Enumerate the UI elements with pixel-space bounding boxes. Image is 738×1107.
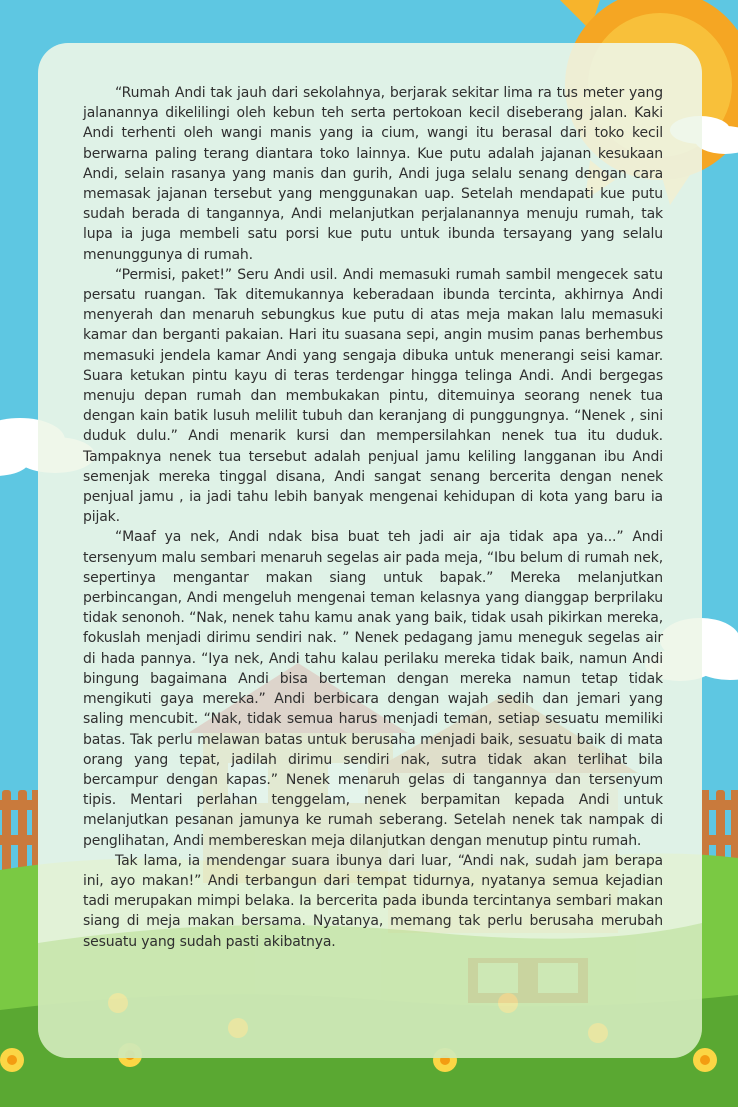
story-paragraph: “Maaf ya nek, Andi ndak bisa buat teh jadi air aja tidak apa ya...” Andi tersenyum malu sembari menaruh segelas air pada meja, “Ibu belum di rumah nek, sepertinya mengantar makan siang untuk bapak.” Mereka melanjutkan perbincangan, Andi mengeluh mengenai teman kelasnya yang dianggap berprilaku tidak senonoh. “Nak, nenek tahu kamu anak yang baik, tidak usah pikirkan mereka, fokuslah menjadi dirimu sendiri nak. ” Nenek pedagang jamu meneguk segelas air di hada pannya. “Iya nek, Andi tahu kalau perilaku mereka tidak baik, namun Andi bingung bagaimana Andi bisa berteman dengan mereka namun tetap tidak mengikuti gaya mereka.” Andi berbicara dengan wajah sedih dan jemari yang saling mencubit. “Nak, tidak semua harus menjadi teman, setiap sesuatu memiliki batas. Tak perlu melawan batas untuk berusaha menjadi baik, sesuatu baik di mata orang yang tepat, jadilah dirimu sendiri nak, sutra tidak akan terlihat bila bercampur dengan kapas.” Nenek menaruh gelas di tangannya dan tersenyum tipis. Mentari perlahan tenggelam, nenek berpamitan kepada Andi untuk melanjutkan pesanan jamunya ke rumah seberang. Setelah nenek tak nampak di penglihatan, Andi membereskan meja dilanjutkan dengan menutup pintu rumah. bbox=[83, 529, 663, 849]
story-text bbox=[83, 83, 663, 952]
story-card bbox=[38, 43, 702, 1058]
story-paragraph: “Permisi, paket!” Seru Andi usil. Andi memasuki rumah sambil mengecek satu persatu ruangan. Tak ditemukannya keberadaan ibunda tercinta, akhirnya Andi menyerah dan menaruh sebungkus kue putu di atas meja makan lalu memasuki kamar dan berganti pakaian. Hari itu suasana sepi, angin musim panas berhembus memasuki jendela kamar Andi yang sengaja dibuka untuk menerangi seisi kamar. Suara ketukan pintu kayu di teras terdengar hingga telinga Andi. Andi bergegas menuju depan rumah dan membukakan pintu, ditemuinya seorang nenek tua dengan kain batik lusuh melilit tubuh dan keranjang di punggungnya. “Nenek , sini duduk dulu.” Andi menarik kursi dan mempersilahkan nenek tua itu duduk. Tampaknya nenek tua tersebut adalah penjual jamu keliling langganan ibu Andi semenjak mereka tinggal disana, Andi sangat senang bercerita dengan nenek penjual jamu , ia jadi tahu lebih banyak mengenai kehidupan di kota yang baru ia pijak. bbox=[83, 266, 663, 526]
story-paragraph: “Rumah Andi tak jauh dari sekolahnya, berjarak sekitar lima ra tus meter yang jalanannya dikelilingi oleh kebun teh serta pertokoan kecil diseberang jalan. Kaki Andi terhenti oleh wangi manis yang ia cium, wangi itu berasal dari toko kecil berwarna paling terang diantara toko lainnya. Kue putu adalah jajanan kesukaan Andi, selain rasanya yang manis dan gurih, Andi juga selalu senang dengan cara memasak jajanan tersebut yang menggunakan uap. Setelah mendapati kue putu sudah berada di tangannya, Andi melanjutkan perjalanannya menuju rumah, tak lupa ia juga membeli satu porsi kue putu untuk ibunda tersayang yang selalu menunggunya di rumah. bbox=[83, 85, 663, 263]
story-paragraph: Tak lama, ia mendengar suara ibunya dari luar, “Andi nak, sudah jam berapa ini, ayo makan!” Andi terbangun dari tempat tidurnya, nyatanya semua kejadian tadi merupakan mimpi belaka. Ia bercerita pada ibunda tercintanya sembari makan siang di meja makan bersama. Nyatanya, memang tak perlu berusaha merubah sesuatu yang sudah pasti akibatnya. bbox=[83, 852, 663, 950]
